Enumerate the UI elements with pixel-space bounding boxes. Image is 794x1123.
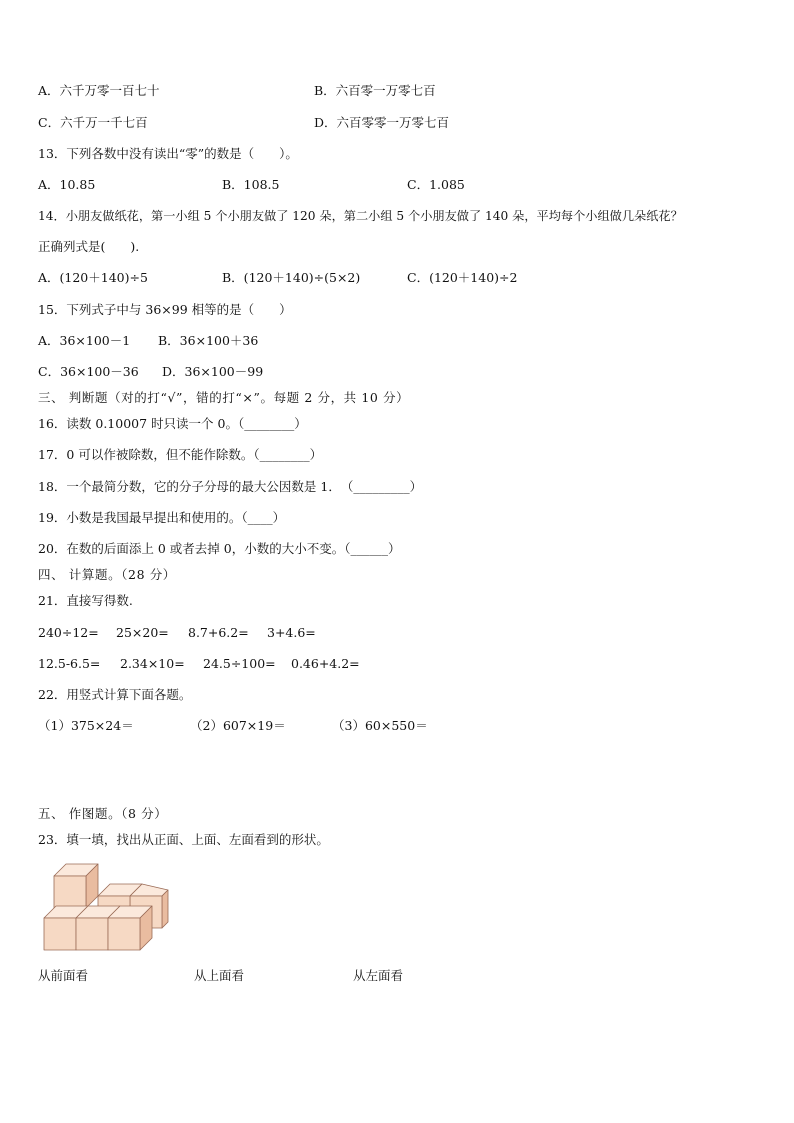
q22-item: （2）607×19＝ bbox=[190, 718, 286, 733]
view-label-top: 从上面看 bbox=[194, 968, 245, 983]
q21-item: 24.5÷100= bbox=[203, 656, 276, 671]
q12-option-b: B．六百零一万零七百 bbox=[314, 83, 436, 98]
q17: 17．0 可以作被除数，但不能作除数。（________） bbox=[38, 447, 323, 462]
q21-item: 25×20= bbox=[116, 625, 169, 640]
q15-stem: 15．下列式子中与 36×99 相等的是（ ） bbox=[38, 302, 292, 317]
section-4-heading: 四、 计算题。（28 分） bbox=[38, 567, 176, 582]
q21-item: 12.5-6.5= bbox=[38, 656, 101, 671]
q22-item: （1）375×24＝ bbox=[38, 718, 134, 733]
q22-stem: 22．用竖式计算下面各题。 bbox=[38, 687, 192, 702]
q14-stem-line1: 14．小朋友做纸花，第一小组 5 个小朋友做了 120 朵，第二小组 5 个小朋友做了 140 朵，平均每个小组做几朵纸花？ bbox=[38, 209, 683, 223]
section-3-heading: 三、 判断题（对的打“√”，错的打“×”。每题 2 分，共 10 分） bbox=[38, 390, 410, 405]
q21-item: 3+4.6= bbox=[267, 625, 316, 640]
q16: 16．读数 0.10007 时只读一个 0。（________） bbox=[38, 416, 307, 431]
q20: 20．在数的后面添上 0 或者去掉 0，小数的大小不变。（______） bbox=[38, 541, 401, 556]
q14-option-c: C．(120＋140)÷2 bbox=[407, 270, 518, 285]
q12-option-c: C．六千万一千七百 bbox=[38, 115, 148, 130]
q14-option-a: A．(120＋140)÷5 bbox=[38, 270, 148, 285]
q13-option-c: C．1.085 bbox=[407, 177, 465, 192]
q12-option-a: A．六千万零一百七十 bbox=[38, 83, 160, 98]
view-label-left: 从左面看 bbox=[353, 968, 404, 983]
q13-option-a: A．10.85 bbox=[38, 177, 96, 192]
q21-item: 2.34×10= bbox=[120, 656, 185, 671]
q15-option-c: C．36×100－36 bbox=[38, 364, 139, 379]
cube-stack-illustration bbox=[42, 858, 172, 954]
q21-item: 240÷12= bbox=[38, 625, 99, 640]
q21-item: 8.7+6.2= bbox=[188, 625, 249, 640]
view-label-front: 从前面看 bbox=[38, 968, 89, 983]
q18: 18．一个最简分数，它的分子分母的最大公因数是 1． （_________） bbox=[38, 479, 423, 494]
q21-stem: 21．直接写得数. bbox=[38, 593, 133, 608]
q13-option-b: B．108.5 bbox=[222, 177, 280, 192]
q15-option-b: B．36×100＋36 bbox=[158, 333, 259, 348]
q14-option-b: B．(120＋140)÷(5×2) bbox=[222, 270, 361, 285]
q22-item: （3）60×550＝ bbox=[332, 718, 428, 733]
section-5-heading: 五、 作图题。（8 分） bbox=[38, 806, 168, 821]
q19: 19．小数是我国最早提出和使用的。（____） bbox=[38, 510, 286, 525]
q12-option-d: D．六百零零一万零七百 bbox=[314, 115, 450, 130]
q14-stem-line2: 正确列式是( ). bbox=[38, 239, 140, 254]
q21-item: 0.46+4.2= bbox=[291, 656, 360, 671]
q23-stem: 23．填一填，找出从正面、上面、左面看到的形状。 bbox=[38, 832, 329, 847]
q15-option-d: D．36×100－99 bbox=[162, 364, 264, 379]
q13-stem: 13．下列各数中没有读出“零”的数是（ ）。 bbox=[38, 146, 298, 161]
q15-option-a: A．36×100－1 bbox=[38, 333, 131, 348]
